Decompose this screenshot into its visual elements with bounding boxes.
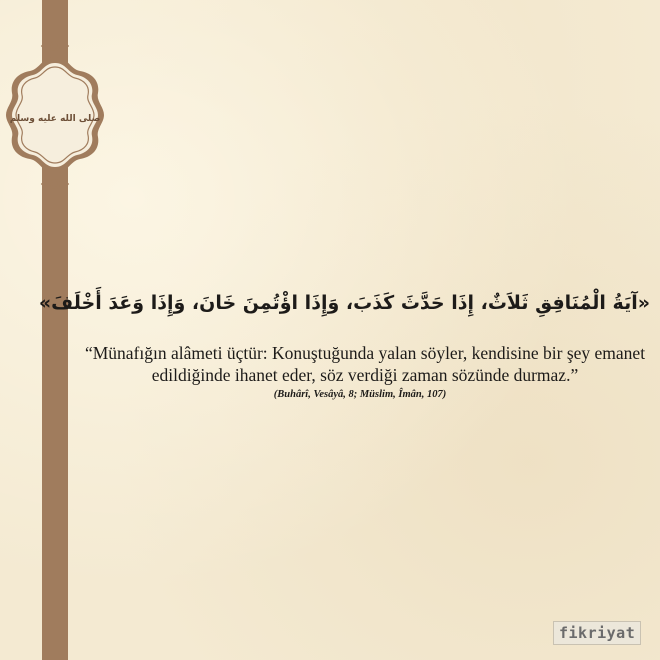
- calligraphy-medallion: [0, 35, 110, 195]
- brand-logo: fikriyat: [553, 621, 641, 645]
- knot-ornament-bottom: [42, 171, 67, 195]
- calligraphy-text: صلى الله عليه وسلم: [9, 114, 101, 124]
- hadith-source: (Buhârî, Vesâyâ, 8; Müslim, Îmân, 107): [273, 389, 447, 400]
- hadith-translation: “Münafığın alâmeti üçtür: Konuştuğunda yalan söyler, kendisine bir şey emanet edildiğinde ihanet eder, söz verdiği zaman sözünde durmaz.”: [84, 343, 646, 385]
- knot-ornament-top: [42, 35, 67, 59]
- hadith-arabic-text: «آيَةُ الْمُنَافِقِ ثَلاَثٌ، إِذَا حَدَّثَ كَذَبَ، وَإِذَا اؤْتُمِنَ خَانَ، وَإِذَا وَعَدَ أَخْلَفَ»: [38, 292, 650, 314]
